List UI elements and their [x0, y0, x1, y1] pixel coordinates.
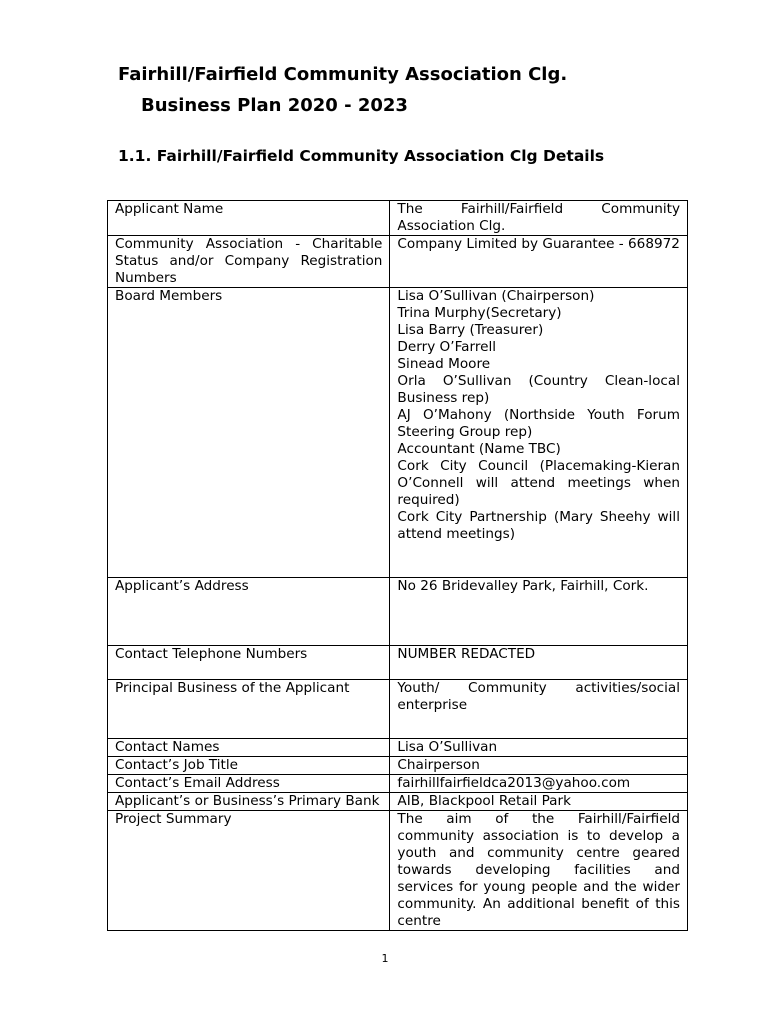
board-members-list: [390, 288, 688, 578]
charitable-status-label: Community Association - Charitable Status and/or Company Registration Numbers: [108, 236, 390, 288]
board-member: Sinead Moore: [397, 356, 491, 372]
principal-business-value: Youth/ Community activities/social enterprise: [390, 680, 688, 739]
address-label: Applicant’s Address: [108, 578, 390, 646]
job-title-value: Chairperson: [390, 757, 688, 775]
principal-business-label: Principal Business of the Applicant: [108, 680, 390, 739]
applicant-name-value: The Fairhill/Fairfield Community Association Clg.: [390, 201, 688, 236]
table-row: [108, 811, 688, 931]
table-row: [108, 288, 688, 578]
project-summary-value: The aim of the Fairhill/Fairfield community association is to develop a youth and community centre geared towards developing facilities and services for young people and the wider community. An additional benefit of this centre: [390, 811, 688, 931]
section-heading: 1.1. Fairhill/Fairfield Community Association Clg Details: [118, 147, 605, 165]
board-member: Lisa Barry (Treasurer): [397, 322, 544, 338]
page-number: 1: [381, 952, 389, 965]
contact-names-value: Lisa O’Sullivan: [390, 739, 688, 757]
table-row: [108, 775, 688, 793]
address-value: No 26 Bridevalley Park, Fairhill, Cork.: [390, 578, 688, 646]
board-member: Cork City Partnership (Mary Sheehy will attend meetings): [397, 509, 680, 542]
telephone-label: Contact Telephone Numbers: [108, 646, 390, 680]
table-row: [108, 757, 688, 775]
document-subtitle: Business Plan 2020 - 2023: [141, 95, 408, 116]
project-summary-label: Project Summary: [108, 811, 390, 931]
board-member: AJ O’Mahony (Northside Youth Forum Steering Group rep): [397, 407, 680, 440]
contact-names-label: Contact Names: [108, 739, 390, 757]
job-title-label: Contact’s Job Title: [108, 757, 390, 775]
board-member: Derry O’Farrell: [397, 339, 497, 355]
table-row: [108, 578, 688, 646]
board-member: Lisa O’Sullivan (Chairperson): [397, 288, 595, 304]
document-title: Fairhill/Fairfield Community Association Clg.: [118, 64, 568, 85]
table-row: [108, 201, 688, 236]
email-label: Contact’s Email Address: [108, 775, 390, 793]
bank-label: Applicant’s or Business’s Primary Bank: [108, 793, 390, 811]
table-row: [108, 646, 688, 680]
table-row: [108, 680, 688, 739]
table-row: [108, 739, 688, 757]
board-member: Trina Murphy(Secretary): [397, 305, 562, 321]
board-member: Cork City Council (Placemaking-Kieran O’Connell will attend meetings when required): [397, 458, 680, 508]
bank-value: AIB, Blackpool Retail Park: [390, 793, 688, 811]
details-table: [107, 200, 688, 931]
telephone-value: NUMBER REDACTED: [390, 646, 688, 680]
board-member: Orla O’Sullivan (Country Clean-local Business rep): [397, 373, 680, 406]
charitable-status-value: Company Limited by Guarantee - 668972: [390, 236, 688, 288]
board-members-label: Board Members: [108, 288, 390, 578]
applicant-name-label: Applicant Name: [108, 201, 390, 236]
table-row: [108, 236, 688, 288]
board-member: Accountant (Name TBC): [397, 441, 561, 457]
email-value: fairhillfairfieldca2013@yahoo.com: [390, 775, 688, 793]
table-row: [108, 793, 688, 811]
